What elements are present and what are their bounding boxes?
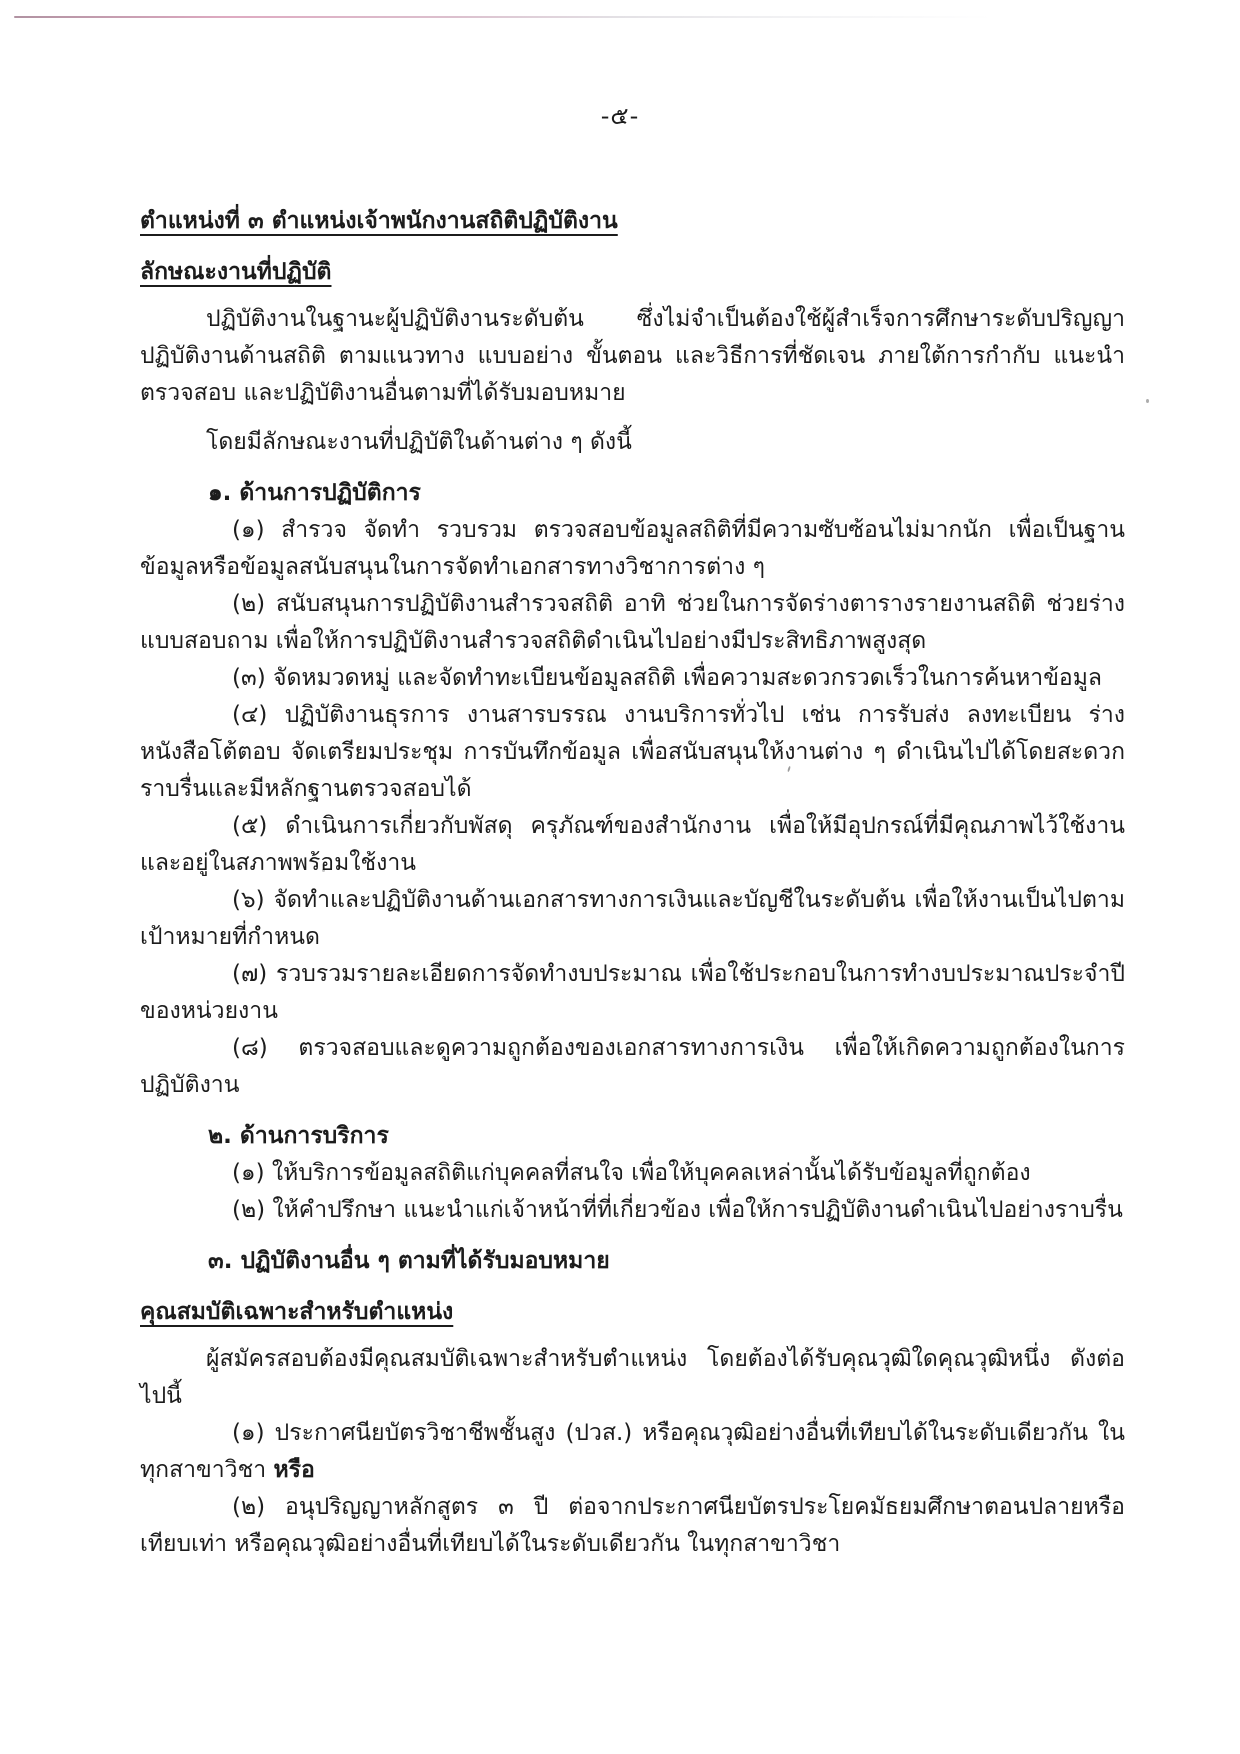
page-number: -๕- — [600, 102, 640, 130]
duty-item: (๒) ให้คำปรึกษา แนะนำแก่เจ้าหน้าที่ที่เกี่ยวข้อง เพื่อให้การปฏิบัติงานดำเนินไปอย่างราบรื่น — [232, 1197, 1123, 1223]
duty-subsection-3-heading: ๓. ปฏิบัติงานอื่น ๆ ตามที่ได้รับมอบหมาย — [208, 1248, 610, 1274]
scan-speck — [1146, 399, 1149, 403]
position-title-heading: ตำแหน่งที่ ๓ ตำแหน่งเจ้าพนักงานสถิติปฏิบัติงาน — [140, 208, 618, 234]
qualification-item: (๒) อนุปริญญาหลักสูตร ๓ ปี ต่อจากประกาศนียบัตรประโยคมัธยมศึกษาตอนปลายหรือเทียบเท่า หรือคุณวุฒิอย่างอื่นที่เทียบได้ในระดับเดียวกัน ในทุกสาขาวิชา — [140, 1494, 1125, 1557]
duty-subsection-1-heading: ๑. ด้านการปฏิบัติการ — [208, 480, 421, 506]
duty-item: (๗) รวบรวมรายละเอียดการจัดทำงบประมาณ เพื่อใช้ประกอบในการทำงบประมาณประจำปีของหน่วยงาน — [140, 961, 1125, 1024]
duty-item: (๕) ดำเนินการเกี่ยวกับพัสดุ ครุภัณฑ์ของสำนักงาน เพื่อให้มีอุปกรณ์ที่มีคุณภาพไว้ใช้งานและอยู่ในสภาพพร้อมใช้งาน — [140, 813, 1125, 876]
duty-item: (๓) จัดหมวดหมู่ และจัดทำทะเบียนข้อมูลสถิติ เพื่อความสะดวกรวดเร็วในการค้นหาข้อมูล — [232, 665, 1102, 691]
duties-section-heading: ลักษณะงานที่ปฏิบัติ — [140, 259, 332, 285]
document-body — [140, 203, 1125, 1563]
qualifications-heading: คุณสมบัติเฉพาะสำหรับตำแหน่ง — [140, 1299, 454, 1325]
qualification-item — [140, 1415, 1125, 1489]
duty-item: (๖) จัดทำและปฏิบัติงานด้านเอกสารทางการเงินและบัญชีในระดับต้น เพื่อให้งานเป็นไปตามเป้าหมายที่กำหนด — [140, 887, 1125, 950]
duties-lead-in: โดยมีลักษณะงานที่ปฏิบัติในด้านต่าง ๆ ดังนี้ — [206, 429, 632, 455]
duty-item: (๒) สนับสนุนการปฏิบัติงานสำรวจสถิติ อาทิ ช่วยในการจัดร่างตารางรายงานสถิติ ช่วยร่างแบบสอบถาม เพื่อให้การปฏิบัติงานสำรวจสถิติดำเนินไปอย่างมีประสิทธิภาพสูงสุด — [140, 591, 1125, 654]
duty-item: (๑) สำรวจ จัดทำ รวบรวม ตรวจสอบข้อมูลสถิติที่มีความซับซ้อนไม่มากนัก เพื่อเป็นฐานข้อมูลหรือข้อมูลสนับสนุนในการจัดทำเอกสารทางวิชาการต่าง ๆ — [140, 517, 1125, 580]
qualifications-intro: ผู้สมัครสอบต้องมีคุณสมบัติเฉพาะสำหรับตำแหน่ง โดยต้องได้รับคุณวุฒิใดคุณวุฒิหนึ่ง ดังต่อไปนี้ — [140, 1346, 1125, 1409]
duty-item: (๘) ตรวจสอบและดูความถูกต้องของเอกสารทางการเงิน เพื่อให้เกิดความถูกต้องในการปฏิบัติงาน — [140, 1035, 1125, 1098]
scan-artifact-line — [14, 16, 992, 18]
duties-intro-paragraph: ปฏิบัติงานในฐานะผู้ปฏิบัติงานระดับต้น ซึ่งไม่จำเป็นต้องใช้ผู้สำเร็จการศึกษาระดับปริญญา ปฏิบัติงานด้านสถิติ ตามแนวทาง แบบอย่าง ขั้นตอน และวิธีการที่ชัดเจน ภายใต้การกำกับ แนะนำ ตรวจสอบ และปฏิบัติงานอื่นตามที่ได้รับมอบหมาย — [140, 306, 1125, 406]
duty-item: (๑) ให้บริการข้อมูลสถิติแก่บุคคลที่สนใจ เพื่อให้บุคคลเหล่านั้นได้รับข้อมูลที่ถูกต้อง — [232, 1160, 1031, 1186]
qualification-item-text: (๑) ประกาศนียบัตรวิชาชีพชั้นสูง (ปวส.) หรือคุณวุฒิอย่างอื่นที่เทียบได้ในระดับเดียวกัน ในทุกสาขาวิชา — [140, 1420, 1125, 1483]
qualification-item-bold-suffix: หรือ — [273, 1457, 315, 1483]
duty-item: (๔) ปฏิบัติงานธุรการ งานสารบรรณ งานบริการทั่วไป เช่น การรับส่ง ลงทะเบียน ร่างหนังสือโต้ตอบ จัดเตรียมประชุม การบันทึกข้อมูล เพื่อสนับสนุนให้งานต่าง ๆ ดำเนินไปได้โดยสะดวกราบรื่นและมีหลักฐานตรวจสอบได้ — [140, 702, 1125, 802]
duty-subsection-2-heading: ๒. ด้านการบริการ — [208, 1123, 389, 1149]
